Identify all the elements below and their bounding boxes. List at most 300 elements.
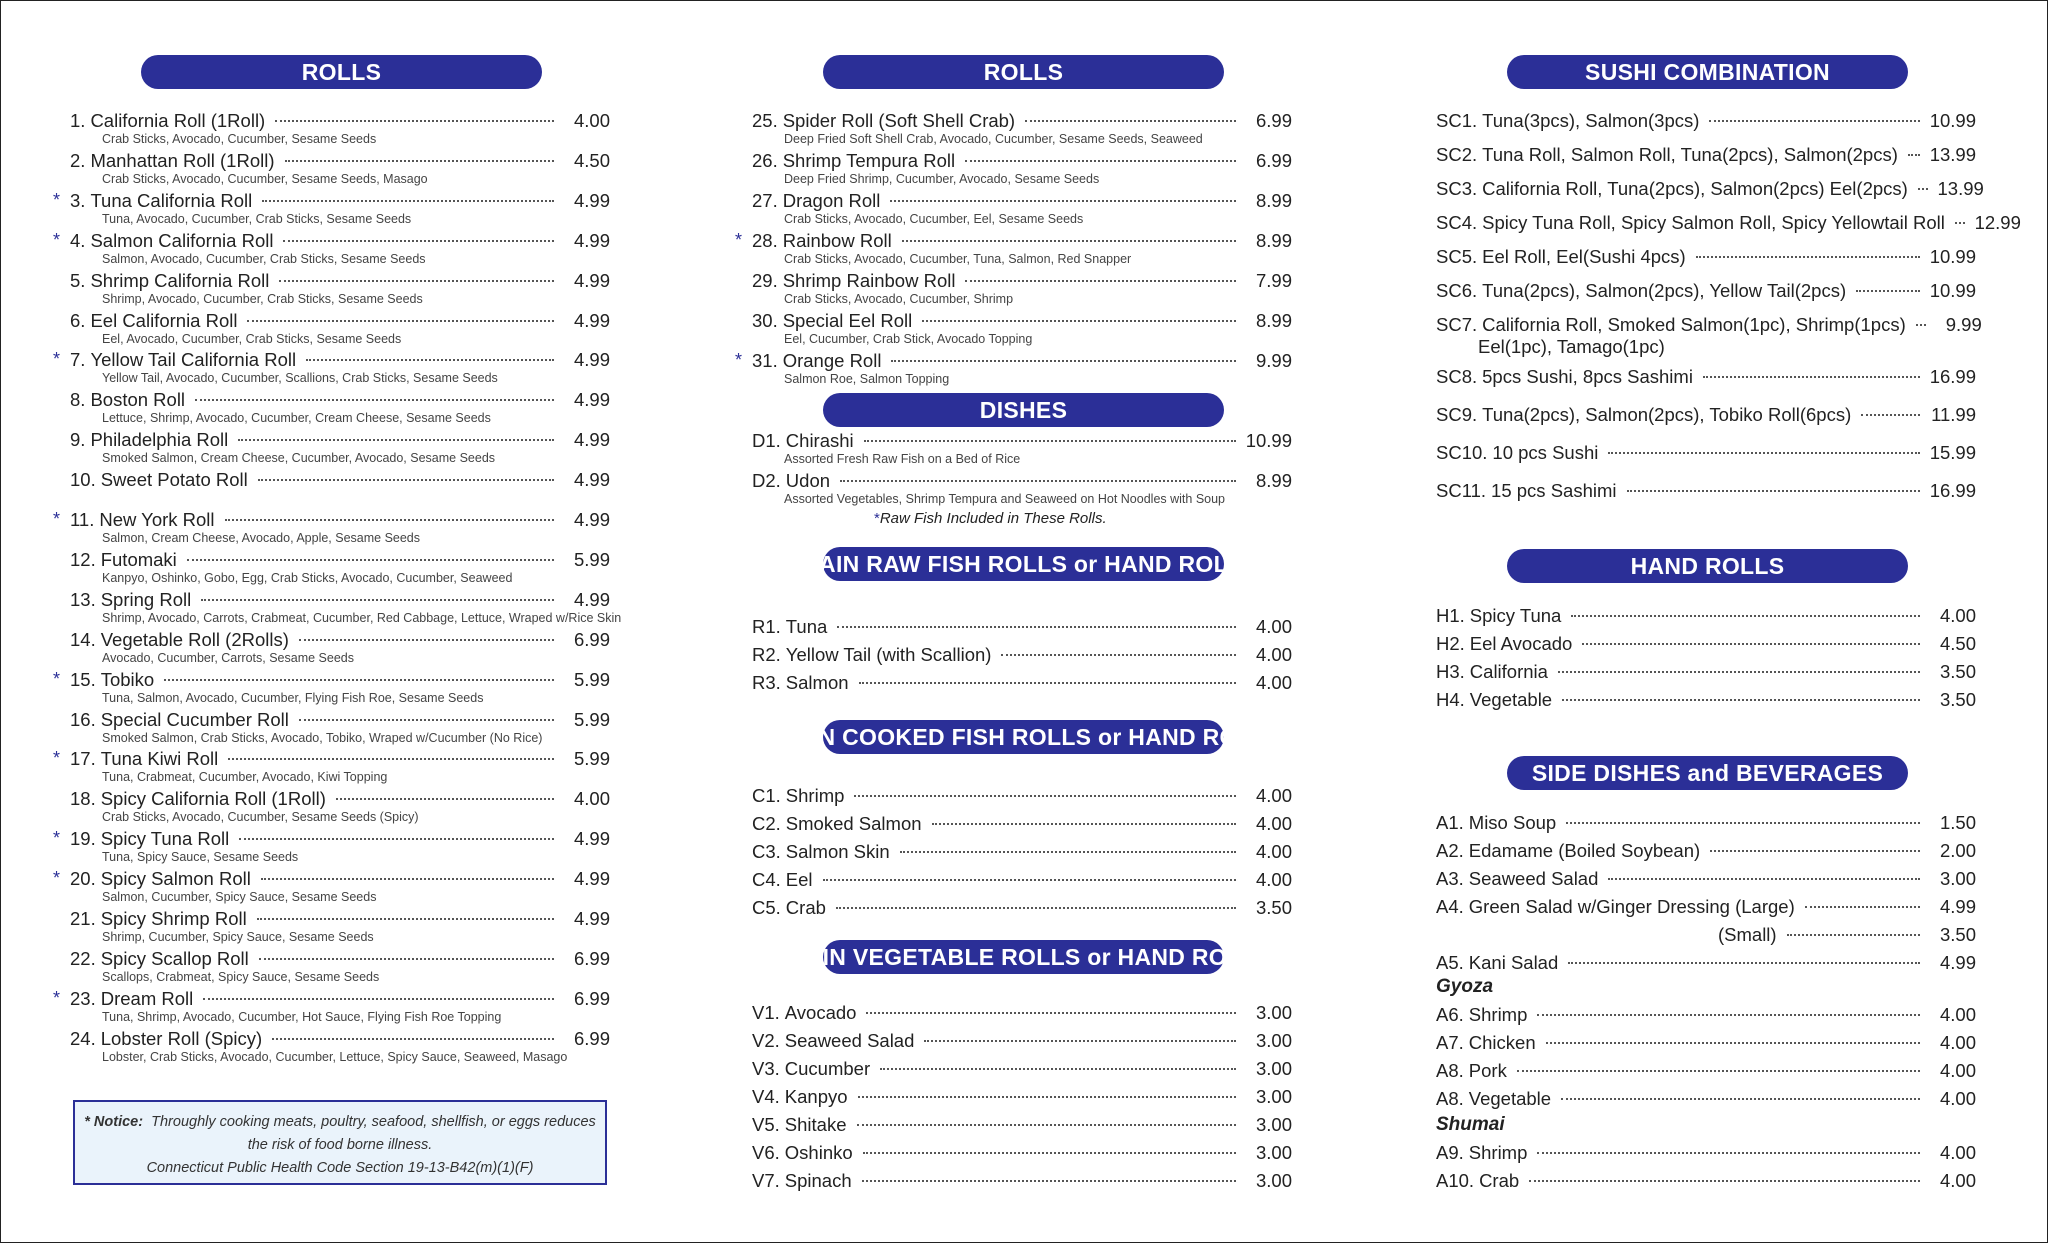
item-name: Futomaki [100, 548, 177, 570]
item-line [1436, 661, 1976, 683]
item-name: Orange Roll [782, 350, 882, 371]
dot-leader [1918, 188, 1928, 190]
plain-veg-header: PLAIN VEGETABLE ROLLS or HAND ROLLS [823, 940, 1224, 974]
dot-leader [195, 399, 554, 401]
menu-item [53, 987, 610, 1025]
item-price: 5.99 [573, 548, 610, 570]
item-line [1436, 840, 1976, 862]
item-description: Tuna, Spicy Sauce, Sesame Seeds [102, 850, 299, 865]
item-price: 4.00 [1255, 616, 1292, 637]
dot-leader [228, 758, 554, 760]
item-description: Crab Sticks, Avocado, Cucumber, Sesame Seeds, Masago [102, 171, 428, 186]
dot-leader [965, 280, 1236, 282]
item-line [70, 270, 610, 292]
shumai-label: Shumai [1436, 1114, 1505, 1135]
item-price: 4.00 [1939, 1004, 1976, 1025]
item-price: 4.00 [1939, 1088, 1976, 1109]
item-price: 8.99 [1255, 470, 1292, 491]
item-number: SC4. [1436, 212, 1478, 233]
dot-leader [238, 439, 554, 441]
item-number: 25. [752, 110, 778, 131]
menu-item [1436, 212, 2021, 234]
item-name: California [1469, 661, 1548, 682]
item-number: 22. [70, 947, 96, 969]
item-name: Chicken [1468, 1032, 1536, 1053]
item-price: 4.50 [1939, 633, 1976, 654]
dot-leader [259, 958, 554, 960]
menu-item [1436, 605, 1976, 627]
item-description: Salmon, Avocado, Cucumber, Crab Sticks, Sesame Seeds [102, 251, 426, 266]
item-number: SC11. [1436, 480, 1487, 501]
menu-item [1436, 924, 1976, 946]
item-number: SC5. [1436, 246, 1478, 267]
menu-item [1436, 840, 1976, 862]
item-line [752, 1086, 1292, 1108]
dot-leader [1571, 615, 1920, 617]
dot-leader [1703, 376, 1920, 378]
item-line [1436, 110, 1976, 132]
item-price: 1.50 [1939, 812, 1976, 833]
item-description: Eel, Cucumber, Crab Stick, Avocado Topping [784, 332, 1033, 346]
item-line [752, 470, 1292, 492]
item-name: Seaweed Salad [784, 1030, 915, 1051]
dot-leader [858, 1096, 1236, 1098]
item-line [70, 669, 610, 691]
item-line [752, 841, 1292, 863]
item-description: Kanpyo, Oshinko, Gobo, Egg, Crab Sticks, Avocado, Cucumber, Seaweed [102, 570, 513, 585]
menu-item [1436, 661, 1976, 683]
item-name: Tuna(3pcs), Salmon(3pcs) [1482, 110, 1700, 131]
item-name: Spider Roll (Soft Shell Crab) [782, 110, 1016, 131]
item-price: 6.99 [573, 1027, 610, 1049]
item-number: A1. [1436, 812, 1464, 833]
item-name: Spicy Tuna Roll [100, 828, 230, 850]
item-number: D1. [752, 430, 781, 451]
item-name: Avocado [784, 1002, 857, 1023]
item-price: 6.99 [573, 628, 610, 650]
menu-item [752, 813, 1292, 835]
menu-item [70, 469, 610, 491]
item-price: 10.99 [1245, 430, 1292, 451]
item-line [1436, 924, 1976, 946]
item-line [752, 110, 1292, 132]
dot-leader [840, 480, 1236, 482]
star-icon: * [53, 668, 61, 689]
star-icon: * [53, 748, 61, 769]
dot-leader [262, 200, 554, 202]
item-name: Lobster Roll (Spicy) [100, 1027, 263, 1049]
dot-leader [823, 879, 1236, 881]
item-name: Salmon Skin [785, 841, 890, 862]
item-price: 6.99 [1255, 150, 1292, 171]
item-name: Spring Roll [100, 588, 192, 610]
item-price: 3.50 [1939, 689, 1976, 710]
item-price: 4.99 [573, 349, 610, 371]
item-line [752, 616, 1292, 638]
item-number: D2. [752, 470, 781, 491]
menu-item [1436, 1032, 1976, 1054]
menu-item [70, 310, 610, 347]
menu-item [53, 868, 610, 905]
item-name: Sweet Potato Roll [100, 469, 248, 491]
item-line [1436, 868, 1976, 890]
item-price: 4.00 [1255, 644, 1292, 665]
item-name: Salmon [785, 672, 849, 693]
item-price: 4.99 [573, 389, 610, 411]
dot-leader [1562, 699, 1920, 701]
raw-fish-note [874, 510, 1107, 527]
item-line [752, 1002, 1292, 1024]
menu-item [70, 429, 610, 466]
dot-leader [864, 440, 1236, 442]
item-number: 15. [70, 668, 96, 690]
item-price: 4.00 [573, 110, 610, 131]
item-description: Lobster, Crab Sticks, Avocado, Cucumber, Lettuce, Spicy Sauce, Seaweed, Masago [102, 1049, 568, 1064]
item-line [752, 270, 1292, 292]
item-name: Shrimp [1468, 1142, 1528, 1163]
item-line [752, 672, 1292, 694]
item-number: 11. [70, 509, 95, 530]
item-price: 4.00 [1939, 1060, 1976, 1081]
menu-item [752, 190, 1292, 227]
menu-item [752, 1030, 1292, 1052]
item-price: 4.00 [1939, 605, 1976, 626]
menu-item [1436, 1142, 1976, 1164]
menu-item [53, 668, 610, 706]
item-line [752, 1058, 1292, 1080]
menu-item [752, 470, 1292, 507]
item-name: Salmon California Roll [90, 229, 274, 251]
menu-item [1436, 280, 1976, 302]
menu-item [53, 229, 610, 267]
item-name: Kanpyo [784, 1086, 848, 1107]
item-number: 14. [70, 628, 96, 650]
dot-leader [283, 240, 554, 242]
item-line [70, 948, 610, 970]
item-description: Salmon, Cream Cheese, Avocado, Apple, Sesame Seeds [102, 531, 421, 545]
item-number: 12. [70, 548, 96, 570]
item-name: Edamame (Boiled Soybean) [1468, 840, 1701, 861]
item-price: 16.99 [1929, 480, 1976, 501]
menu-item [1436, 896, 1976, 918]
item-price: 15.99 [1929, 442, 1976, 463]
item-name: Dragon Roll [782, 190, 881, 211]
item-number: 10. [70, 469, 96, 491]
item-name: California Roll, Tuna(2pcs), Salmon(2pcs) Eel(2pcs) [1482, 178, 1908, 199]
item-number: V2. [752, 1030, 780, 1051]
dot-leader [1608, 878, 1920, 880]
star-icon: * [53, 349, 61, 370]
item-line [70, 429, 610, 451]
item-line [752, 785, 1292, 807]
item-price: 3.00 [1255, 1114, 1292, 1135]
menu-item [752, 1114, 1292, 1136]
item-number: 7. [70, 349, 86, 371]
item-name: Eel Avocado [1469, 633, 1573, 654]
item-line [70, 389, 610, 411]
item-line [1436, 178, 1984, 200]
item-line [1436, 1004, 1976, 1026]
item-line [1436, 605, 1976, 627]
dot-leader [306, 359, 554, 361]
menu-item [735, 350, 1292, 387]
item-name: Boston Roll [90, 389, 186, 411]
item-line [1436, 896, 1976, 918]
item-number: SC8. [1436, 366, 1478, 387]
dot-leader [890, 200, 1236, 202]
menu-item [752, 1170, 1292, 1192]
item-number: 23. [70, 987, 96, 1009]
item-number: 9. [70, 429, 86, 451]
item-price: 5.99 [573, 748, 610, 770]
menu-item [1436, 178, 1984, 200]
item-name: Yellow Tail (with Scallion) [785, 644, 992, 665]
item-number: 24. [70, 1027, 96, 1049]
dot-leader [187, 559, 554, 561]
item-line [752, 1030, 1292, 1052]
item-number: SC6. [1436, 280, 1478, 301]
dot-leader [1861, 414, 1920, 416]
item-price: 10.99 [1929, 246, 1976, 267]
item-number: V3. [752, 1058, 780, 1079]
menu-item [752, 897, 1292, 919]
dot-leader [857, 1124, 1237, 1126]
menu-item [1436, 246, 1976, 268]
item-price: 9.99 [1945, 314, 1982, 335]
item-number: SC10. [1436, 442, 1488, 463]
item-line [1436, 1088, 1976, 1110]
item-name: Shrimp California Roll [90, 269, 270, 291]
item-number: V4. [752, 1086, 780, 1107]
item-line [70, 509, 610, 531]
dot-leader [201, 599, 554, 601]
item-description: Avocado, Cucumber, Carrots, Sesame Seeds [102, 650, 354, 665]
item-price: 4.99 [573, 469, 610, 491]
item-number: 2. [70, 149, 86, 171]
dot-leader [1787, 934, 1920, 936]
item-description: Shrimp, Avocado, Cucumber, Crab Sticks, Sesame Seeds [102, 291, 423, 306]
menu-item [70, 150, 610, 187]
item-name: Seaweed Salad [1468, 868, 1599, 889]
item-line [752, 310, 1292, 332]
menu-item [752, 785, 1292, 807]
item-number: C2. [752, 813, 781, 834]
item-price: 3.50 [1939, 924, 1976, 945]
item-line [1436, 246, 1976, 268]
item-number: A3. [1436, 868, 1464, 889]
item-number: A5. [1436, 952, 1464, 973]
item-name: 15 pcs Sashimi [1491, 480, 1617, 501]
item-line [70, 190, 610, 212]
item-name: Oshinko [784, 1142, 853, 1163]
item-name: Dream Roll [100, 987, 194, 1009]
hand-rolls-header: HAND ROLLS [1507, 549, 1908, 583]
dot-leader [1517, 1070, 1920, 1072]
menu-item [1436, 812, 1976, 834]
item-number: A8. [1436, 1088, 1464, 1109]
item-name: Eel California Roll [90, 309, 238, 331]
menu-item [70, 389, 610, 426]
menu-item [70, 588, 622, 626]
item-subline: Eel(1pc), Tamago(1pc) [1478, 336, 1665, 357]
dot-leader [258, 479, 554, 481]
item-name: California Roll (1Roll) [90, 110, 266, 131]
health-notice [73, 1100, 607, 1185]
menu-item [1436, 314, 1982, 358]
item-price: 12.99 [1974, 212, 2021, 233]
item-price: 4.00 [1255, 869, 1292, 890]
dot-leader [859, 682, 1236, 684]
item-price: 3.00 [1255, 1086, 1292, 1107]
item-name: Kani Salad [1468, 952, 1559, 973]
item-name: Shrimp [785, 785, 845, 806]
item-description: Tuna, Shrimp, Avocado, Cucumber, Hot Sauce, Flying Fish Roe Topping [102, 1009, 502, 1024]
item-description: Yellow Tail, Avocado, Cucumber, Scallions, Crab Sticks, Sesame Seeds [102, 371, 498, 386]
item-price: 4.00 [1255, 672, 1292, 693]
item-price: 4.00 [1939, 1032, 1976, 1053]
item-price: 16.99 [1929, 366, 1976, 387]
item-price: 4.99 [573, 868, 610, 890]
item-number: A2. [1436, 840, 1464, 861]
item-price: 4.99 [1939, 896, 1976, 917]
item-name: Shitake [784, 1114, 847, 1135]
item-number: V7. [752, 1170, 780, 1191]
item-line [1436, 280, 1976, 302]
item-line [70, 110, 610, 132]
star-icon: * [53, 828, 61, 849]
item-line [1436, 314, 1982, 336]
dot-leader [1537, 1152, 1920, 1154]
item-price: 8.99 [1255, 310, 1292, 331]
item-number: 18. [70, 788, 96, 810]
item-number: 20. [70, 868, 96, 890]
item-name: Tuna California Roll [90, 189, 253, 211]
dot-leader [965, 160, 1236, 162]
item-line [70, 788, 610, 810]
dot-leader [299, 639, 554, 641]
item-price: 6.99 [1255, 110, 1292, 131]
item-price: 4.00 [1255, 841, 1292, 862]
dot-leader [863, 1152, 1236, 1154]
menu-item [1436, 868, 1976, 890]
item-line [1436, 366, 1976, 388]
item-price: 11.99 [1931, 404, 1976, 425]
item-number: 16. [70, 708, 96, 730]
item-name: Shrimp Rainbow Roll [782, 270, 956, 291]
menu-item [1436, 952, 1976, 974]
dot-leader [1561, 1098, 1920, 1100]
item-price: 5.99 [573, 668, 610, 690]
item-name: Smoked Salmon [785, 813, 922, 834]
item-name: Tuna Kiwi Roll [100, 748, 219, 770]
item-line [70, 988, 610, 1010]
item-number: V6. [752, 1142, 780, 1163]
item-name: Spicy Salmon Roll [100, 868, 251, 890]
item-description: Tuna, Avocado, Cucumber, Crab Sticks, Sesame Seeds [102, 211, 412, 226]
plain-cooked-header: PLAIN COOKED FISH ROLLS or HAND ROLLS [823, 720, 1224, 754]
item-price: 10.99 [1929, 280, 1976, 301]
item-price: 3.50 [1255, 897, 1292, 918]
item-number: 27. [752, 190, 778, 211]
item-price: 13.99 [1929, 144, 1976, 165]
item-line [752, 1142, 1292, 1164]
dot-leader [880, 1068, 1236, 1070]
item-number: 17. [70, 748, 96, 770]
item-number: A8. [1436, 1060, 1464, 1081]
item-name: 5pcs Sushi, 8pcs Sashimi [1482, 366, 1693, 387]
item-description: Salmon, Cucumber, Spicy Sauce, Sesame Seeds [102, 890, 377, 905]
item-line [1436, 1170, 1976, 1192]
item-price: 3.00 [1255, 1170, 1292, 1191]
item-price: 3.00 [1255, 1002, 1292, 1023]
item-line [70, 629, 610, 651]
item-name: Chirashi [785, 430, 854, 451]
menu-item [53, 509, 610, 546]
item-name: Green Salad w/Ginger Dressing (Large) [1468, 896, 1795, 917]
menu-item [70, 110, 610, 147]
item-description: Smoked Salmon, Cream Cheese, Cucumber, Avocado, Sesame Seeds [102, 451, 496, 466]
menu-item [70, 1028, 610, 1065]
item-number: H4. [1436, 689, 1465, 710]
item-name: Udon [785, 470, 831, 491]
item-line [70, 748, 610, 770]
item-number: 31. [752, 350, 778, 371]
menu-item [1436, 1004, 1976, 1026]
item-number: R2. [752, 644, 781, 665]
menu-item [752, 310, 1292, 347]
item-line [70, 709, 610, 731]
item-description: Assorted Vegetables, Shrimp Tempura and Seaweed on Hot Noodles with Soup [784, 492, 1226, 506]
item-description: Smoked Salmon, Crab Sticks, Avocado, Tobiko, Wraped w/Cucumber (No Rice) [102, 730, 543, 745]
item-number: 4. [70, 229, 86, 251]
item-description: Tuna, Crabmeat, Cucumber, Avocado, Kiwi Topping [102, 770, 388, 785]
item-price: 4.50 [573, 149, 610, 171]
menu-item [752, 869, 1292, 891]
item-line [1436, 442, 1976, 464]
item-name: Crab [1479, 1170, 1520, 1191]
dot-leader [239, 838, 554, 840]
item-line [1436, 404, 1976, 426]
item-name: Spicy Tuna Roll, Spicy Salmon Roll, Spicy Yellowtail Roll [1482, 212, 1945, 233]
item-price: 3.00 [1939, 868, 1976, 889]
menu-item [53, 349, 610, 386]
item-line [70, 150, 610, 172]
star-icon: * [53, 509, 61, 529]
notice-label: * Notice: [84, 1114, 144, 1130]
item-line [1436, 633, 1976, 655]
item-name: California Roll, Smoked Salmon(1pc), Shrimp(1pcs) [1482, 314, 1906, 335]
item-price: 13.99 [1937, 178, 1984, 199]
menu-item [53, 828, 610, 865]
item-line [752, 813, 1292, 835]
item-description: Crab Sticks, Avocado, Cucumber, Sesame Seeds (Spicy) [102, 810, 419, 825]
menu-item [1436, 144, 1976, 166]
item-name: (Small) [1718, 924, 1777, 945]
item-price: 4.00 [573, 788, 610, 810]
menu-item [70, 549, 610, 586]
item-price: 9.99 [1255, 350, 1292, 371]
item-name: Spicy Tuna [1469, 605, 1562, 626]
item-line [752, 150, 1292, 172]
star-icon: * [874, 510, 880, 527]
menu-item [1436, 633, 1976, 655]
item-description: Eel, Avocado, Cucumber, Crab Sticks, Sesame Seeds [102, 331, 402, 346]
item-line [1436, 1060, 1976, 1082]
star-icon: * [53, 229, 61, 250]
dot-leader [900, 851, 1236, 853]
menu-item [1436, 480, 1976, 502]
item-line [70, 908, 610, 930]
